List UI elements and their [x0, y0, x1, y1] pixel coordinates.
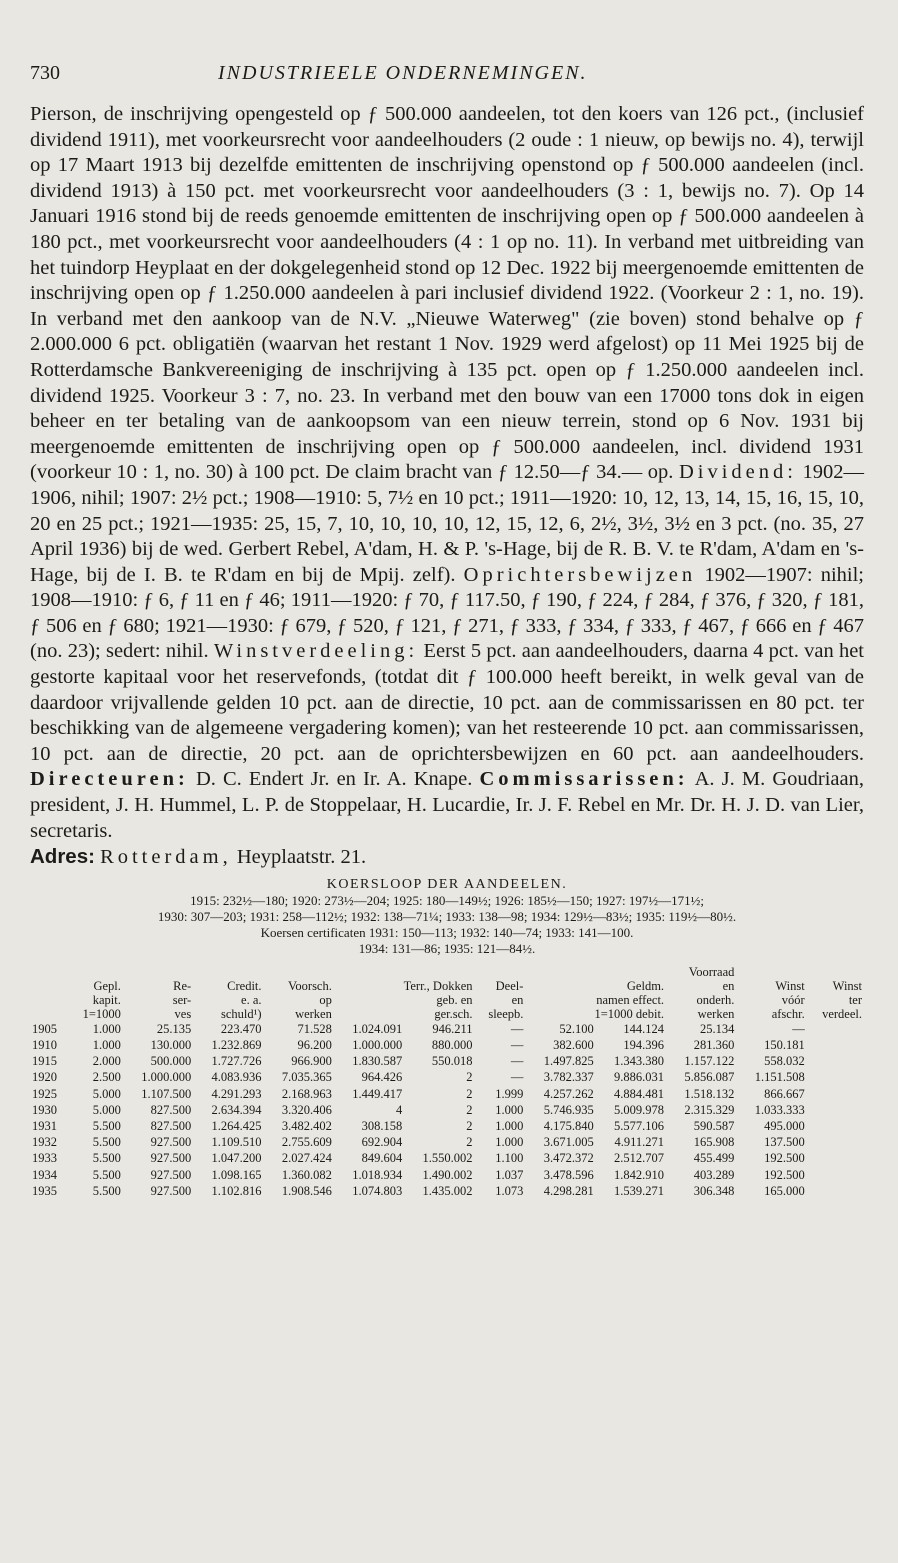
table-header-row: [30, 979, 864, 993]
table-cell: 2.168.963: [281, 1086, 332, 1101]
adres-city: Rotterdam,: [100, 846, 232, 869]
header-cell: [807, 965, 864, 979]
header-cell: onderh.: [696, 992, 735, 1007]
table-cell: 1.000.000: [141, 1070, 192, 1085]
table-cell: —: [510, 1054, 524, 1069]
table-cell: 2.500: [92, 1070, 121, 1085]
table-cell: 5.500: [92, 1183, 121, 1198]
table-cell: 165.908: [693, 1135, 735, 1150]
winst-text: Eerst 5 pct. aan aandeelhouders, daarna 4 pct. van het gestorte kapitaal voor het reservefonds, (totdat dit ƒ 100.000 heeft bereikt, in welk geval van de daardoor vrijvallende gelden 10 pct. aan de directie, 10 pct. aan de commissarissen en 80 pct. ter beschikking van de algemeene vergadering komen); van het resteerende 10 pct. aan commissarissen, 10 pct. aan de directie, 20 pct. aan de oprichtersbewijzen en 60 pct. aan aandeelhouders.: [30, 640, 864, 765]
table-cell: 1.518.132: [684, 1086, 735, 1101]
table-row: [30, 1134, 864, 1150]
running-head: INDUSTRIEELE ONDERNEMINGEN.: [218, 62, 588, 84]
header-cell: [334, 965, 475, 979]
table-cell: 1.842.910: [614, 1167, 665, 1182]
table-cell: 4.175.840: [543, 1119, 594, 1134]
header-cell: werken: [295, 1006, 332, 1021]
header-cell: [736, 965, 806, 979]
header-cell: ger.sch.: [434, 1006, 473, 1021]
table-cell: 927.500: [150, 1151, 192, 1166]
table-cell-year: 1925: [32, 1086, 57, 1101]
header-cell: werken: [697, 1006, 735, 1021]
table-cell: 1.490.002: [422, 1167, 473, 1182]
table-cell: 880.000: [431, 1038, 473, 1053]
table-cell: 403.289: [693, 1167, 735, 1182]
table-cell: 2.634.394: [211, 1102, 262, 1117]
table-cell: 2: [466, 1070, 473, 1085]
table-cell: 3.472.372: [543, 1151, 594, 1166]
directeuren-label: Directeuren:: [30, 768, 189, 791]
header-cell: Voorraad: [688, 964, 735, 979]
table-row: [30, 1021, 864, 1037]
header-cell: Re-: [173, 978, 192, 993]
table-row: [30, 1102, 864, 1118]
header-cell: en: [722, 978, 735, 993]
table-cell: 4.257.262: [543, 1086, 594, 1101]
header-cell: Voorsch.: [287, 978, 332, 993]
dividend-text: 1902—1906, nihil; 1907: 2½ pct.; 1908—1910: 5, 7½ en 10 pct.; 1911—1920: 10, 12, 13, 14, 15, 16, 15, 10, 20 en 25 pct.; 1921—1935: 25, 15, 7, 10, 10, 10, 10, 12, 15, 12, 6, 2½, 3½, 3½ en 3 pct. (no. 35, 27 April 1936) bij de wed. Gerbert Rebel, A'dam, H. & P. 's-Hage, bij de R. B. V. te R'dam, A'dam en 's-Hage, bij de I. B. te R'dam en bij de Mpij. zelf).: [30, 461, 865, 586]
header-cell: [30, 993, 68, 1007]
table-cell-year: 1931: [32, 1119, 57, 1134]
table-cell: 1.000: [495, 1102, 524, 1117]
table-cell: 194.396: [623, 1038, 665, 1053]
table-cell: 96.200: [297, 1038, 332, 1053]
table-cell: 165.000: [764, 1183, 805, 1198]
table-cell: 827.500: [150, 1102, 192, 1117]
page-header: [30, 62, 864, 102]
table-cell: 455.499: [693, 1151, 735, 1166]
table-cell: 1.908.546: [281, 1183, 332, 1198]
table-cell-year: 1905: [32, 1021, 57, 1036]
table-cell: 2: [466, 1119, 473, 1134]
table-cell: 5.000: [92, 1102, 121, 1117]
table-cell: 927.500: [150, 1167, 192, 1182]
table-cell-year: 1915: [32, 1054, 57, 1069]
table-cell: 382.600: [553, 1038, 594, 1053]
table-cell: 130.000: [150, 1038, 192, 1053]
table-cell: 192.500: [764, 1151, 805, 1166]
table-cell: 25.134: [700, 1021, 735, 1036]
table-cell: 5.500: [92, 1167, 121, 1182]
table-row: [30, 1167, 864, 1183]
header-cell: [475, 965, 526, 979]
table-cell-year: 1920: [32, 1070, 57, 1085]
dividend-label: Dividend:: [678, 461, 797, 484]
table-cell: 1.343.380: [614, 1054, 665, 1069]
table-cell: 866.667: [764, 1086, 805, 1101]
table-cell: 1.018.934: [352, 1167, 403, 1182]
table-cell: 1.264.425: [211, 1119, 262, 1134]
table-cell: 558.032: [764, 1054, 805, 1069]
header-cell: [30, 979, 68, 993]
table-cell-year: 1932: [32, 1135, 57, 1150]
oprichters-text: 1902—1907: nihil; 1908—1910: ƒ 6, ƒ 11 en ƒ 46; 1911—1920: ƒ 70, ƒ 117.50, ƒ 190, ƒ 224, ƒ 284, ƒ 376, ƒ 320, ƒ 181, ƒ 506 en ƒ 680; 1921—1930: ƒ 679, ƒ 520, ƒ 121, ƒ 271, ƒ 333, ƒ 334, ƒ 333, ƒ 467, ƒ 666 en ƒ 467 (no. 23); sedert: nihil.: [30, 563, 864, 663]
table-cell: 192.500: [764, 1167, 805, 1182]
table-cell: 306.348: [693, 1183, 735, 1198]
table-cell: 1.999: [495, 1086, 524, 1101]
table-row: [30, 1150, 864, 1166]
table-cell: 1.098.165: [211, 1167, 262, 1182]
oprichters-label: Oprichtersbewijzen: [463, 563, 697, 586]
table-cell: 281.360: [693, 1038, 735, 1053]
table-cell: 4.291.293: [211, 1086, 262, 1101]
koersloop-section: [30, 877, 864, 957]
table-cell: 1.047.200: [211, 1151, 262, 1166]
table-cell: 1.727.726: [211, 1054, 262, 1069]
koersloop-line: 1930: 307—203; 1931: 258—112½; 1932: 138—71¼; 1933: 138—98; 1934: 129½—83½; 1935: 119½—80½.: [157, 908, 737, 924]
table-cell: 1.232.869: [211, 1038, 262, 1053]
table-cell: 2: [466, 1086, 473, 1101]
table-cell: 3.478.596: [543, 1167, 594, 1182]
adres-street: Heyplaatstr. 21.: [236, 846, 367, 869]
table-header-row: [30, 965, 864, 979]
page-number: 730: [30, 62, 60, 84]
table-cell: 3.482.402: [281, 1119, 332, 1134]
table-cell: 1.360.082: [281, 1167, 332, 1182]
table-cell: 3.671.005: [543, 1135, 594, 1150]
table-cell: 1.000: [92, 1021, 121, 1036]
table-cell: 1.449.417: [352, 1086, 403, 1101]
table-cell: 9.886.031: [614, 1070, 665, 1085]
header-cell: schuld¹): [220, 1006, 262, 1021]
table-cell: 1.000.000: [352, 1038, 403, 1053]
table-cell: —: [792, 1021, 805, 1036]
table-cell: 5.000: [92, 1086, 121, 1101]
table-cell: 3.320.406: [281, 1102, 332, 1117]
table-cell: 4.884.481: [614, 1086, 665, 1101]
table-cell: 1.100: [495, 1151, 524, 1166]
adres-label: Adres:: [30, 845, 95, 869]
table-cell: 52.100: [559, 1021, 594, 1036]
table-cell: 25.135: [156, 1021, 192, 1036]
table-cell: 964.426: [361, 1070, 403, 1085]
table-row: [30, 1069, 864, 1085]
header-cell: [193, 965, 263, 979]
header-cell: kapit.: [92, 992, 121, 1007]
table-cell: 1.109.510: [211, 1135, 262, 1150]
table-cell: 1.550.002: [422, 1151, 473, 1166]
header-cell: [30, 965, 68, 979]
table-cell: 2.315.329: [684, 1102, 735, 1117]
table-cell: 1.435.002: [422, 1183, 473, 1198]
table-cell: 495.000: [764, 1119, 805, 1134]
financial-table: [30, 965, 864, 1199]
table-cell: 2: [466, 1135, 473, 1150]
table-cell: 5.500: [92, 1151, 121, 1166]
table-cell: 5.746.935: [543, 1102, 594, 1117]
table-cell: 1.073: [495, 1183, 524, 1198]
header-cell: e. a.: [241, 992, 262, 1007]
header-cell: verdeel.: [822, 1006, 862, 1021]
directeuren-text: D. C. Endert Jr. en Ir. A. Knape.: [195, 768, 473, 791]
table-cell-year: 1934: [32, 1167, 57, 1182]
header-cell: Winst: [775, 978, 805, 993]
table-cell: 1.000: [495, 1135, 524, 1150]
table-cell: 827.500: [150, 1119, 192, 1134]
header-cell: ter: [848, 992, 862, 1007]
header-cell: ves: [174, 1006, 192, 1021]
table-cell: 692.904: [361, 1135, 403, 1150]
table-cell: 1.033.333: [754, 1102, 805, 1117]
header-cell: ser-: [172, 992, 192, 1007]
table-cell: 5.500: [92, 1135, 121, 1150]
header-cell: Winst: [832, 978, 862, 993]
table-cell: 1.151.508: [754, 1070, 805, 1085]
table-cell: 946.211: [432, 1021, 473, 1036]
table-cell: 150.181: [764, 1038, 805, 1053]
table-cell: 927.500: [150, 1183, 192, 1198]
table-cell: 1.000: [495, 1119, 524, 1134]
table-row: [30, 1053, 864, 1069]
table-cell: 4.911.271: [614, 1135, 665, 1150]
table-cell: 5.500: [92, 1119, 121, 1134]
table-cell: 2.027.424: [281, 1151, 332, 1166]
paragraph-emissions: [30, 102, 864, 844]
table-cell: 849.604: [361, 1151, 403, 1166]
emissions-text: Pierson, de inschrijving opengesteld op ƒ 500.000 aandeelen, tot den koers van 126 pct., (inclusief dividend 1911), met voorkeursrecht voor aandeelhouders (2 oude : 1 nieuw, op bewijs no. 4), terwijl op 17 Maart 1913 bij dezelfde emittenten de inschrijving openstond op ƒ 500.000 aandeelen (incl. dividend 1913) à 150 pct. met voorkeursrecht voor aandeelhouders (3 : 1, bewijs no. 7). Op 14 Januari 1916 stond bij de reeds genoemde emittenten de inschrijving open op ƒ 500.000 aandeelen à 180 pct., met voorkeursrecht voor aandeelhouders (4 : 1 op no. 11). In verband met uitbreiding van het tuindorp Heyplaat en der dokgelegenheid stond op 12 Dec. 1922 bij meergenoemde emittenten de inschrijving open op ƒ 1.250.000 aandeelen à pari inclusief dividend 1922. (Voorkeur 2 : 1, no. 19). In verband met den aankoop van de N.V. „Nieuwe Waterweg" (zie boven) stond behalve op ƒ 2.000.000 6 pct. obligatiën (waarvan het restant 1 Nov. 1929 werd afgelost) op 11 Mei 1925 bij de Rotterdamsche Bankvereeniging de inschrijving à 135 pct. open op ƒ 1.250.000 aandeelen incl. dividend 1925. Voorkeur 3 : 7, no. 23. In verband met den bouw van een 17000 tons dok in eigen beheer en ter betaling van de aankoopsom van een nieuw terrein, stond op 6 Nov. 1931 bij meergenoemde emittenten de inschrijving open op ƒ 500.000 aandeelen, incl. dividend 1931 (voorkeur 10 : 1, no. 30) à 100 pct. De claim bracht van ƒ 12.50—ƒ 34.— op.: [30, 103, 864, 484]
table-cell-year: 1935: [32, 1183, 57, 1198]
table-cell: —: [510, 1070, 524, 1085]
header-cell: Credit.: [227, 978, 262, 993]
table-row: [30, 1037, 864, 1053]
header-cell: en: [511, 992, 524, 1007]
paragraph-adres: [30, 844, 864, 871]
table-cell: 137.500: [764, 1135, 805, 1150]
table-cell: 1.830.587: [352, 1054, 403, 1069]
koersloop-line: Koersen certificaten 1931: 150—113; 1932: 140—74; 1933: 141—100.: [260, 924, 634, 940]
header-cell: [525, 965, 666, 979]
header-cell: afschr.: [771, 1006, 805, 1021]
table-cell: —: [510, 1038, 524, 1053]
table-cell: 308.158: [361, 1119, 403, 1134]
header-cell: vóór: [781, 992, 805, 1007]
header-cell: [264, 965, 334, 979]
body-text: [30, 102, 864, 871]
header-cell: op: [319, 992, 332, 1007]
table-cell: 1.107.500: [141, 1086, 192, 1101]
table-cell: 2.000: [92, 1054, 121, 1069]
winst-label: Winstverdeeling:: [213, 640, 419, 663]
header-cell: [68, 965, 123, 979]
header-cell: 1=1000 debit.: [594, 1006, 665, 1021]
commissarissen-text: A. J. M. Goudriaan, president, J. H. Hummel, L. P. de Stoppelaar, H. Lucardie, Ir. J. F. Rebel en Mr. Dr. H. J. D. van Lier, secretaris.: [30, 768, 865, 842]
table-cell: 5.009.978: [614, 1102, 665, 1117]
table-cell: 2.512.707: [614, 1151, 665, 1166]
table-cell: 7.035.365: [281, 1070, 332, 1085]
header-cell: Gepl.: [93, 978, 121, 993]
header-cell: 1=1000: [82, 1006, 121, 1021]
header-cell: Geldm.: [626, 978, 665, 993]
table-cell: 4: [395, 1102, 403, 1117]
table-cell: 3.782.337: [543, 1070, 594, 1085]
header-cell: sleepb.: [488, 1006, 524, 1021]
table-body: [30, 1021, 864, 1199]
table-cell: 1.539.271: [614, 1183, 665, 1198]
table-cell: —: [510, 1021, 524, 1036]
header-cell: [123, 965, 193, 979]
koersloop-line: 1934: 131—86; 1935: 121—84½.: [358, 940, 536, 956]
table-cell: 223.470: [220, 1021, 262, 1036]
table-cell: 5.577.106: [614, 1119, 665, 1134]
table-cell: 144.124: [623, 1021, 665, 1036]
table-cell: 2: [466, 1102, 473, 1117]
table-row: [30, 1118, 864, 1134]
koersloop-title: KOERSLOOP DER AANDEELEN.: [326, 876, 568, 892]
table-cell: 1.037: [495, 1167, 524, 1182]
commissarissen-label: Commissarissen:: [479, 768, 689, 791]
header-cell: Deel-: [495, 978, 524, 993]
table-cell: 5.856.087: [684, 1070, 735, 1085]
table-cell: 1.000: [92, 1038, 121, 1053]
header-cell: Terr., Dokken: [403, 978, 473, 993]
table-cell: 966.900: [291, 1054, 332, 1069]
table-cell-year: 1933: [32, 1151, 57, 1166]
table-cell: 500.000: [150, 1054, 192, 1069]
table-cell-year: 1910: [32, 1038, 57, 1053]
table-cell-year: 1930: [32, 1102, 57, 1117]
table-row: [30, 1183, 864, 1199]
table-cell: 1.024.091: [352, 1021, 403, 1036]
table-cell: 1.074.803: [352, 1183, 403, 1198]
header-cell: [30, 1007, 68, 1021]
table-cell: 550.018: [431, 1054, 473, 1069]
table-cell: 1.157.122: [684, 1054, 735, 1069]
header-cell: geb. en: [436, 992, 473, 1007]
table-cell: 1.102.816: [211, 1183, 262, 1198]
koersloop-line: 1915: 232½—180; 1920: 273½—204; 1925: 180—149½; 1926: 185½—150; 1927: 197½—171½;: [190, 892, 704, 908]
table-header-row: [30, 1007, 864, 1021]
table-cell: 1.497.825: [543, 1054, 594, 1069]
table-header-row: [30, 993, 864, 1007]
table-cell: 71.528: [297, 1021, 332, 1036]
table-cell: 2.755.609: [281, 1135, 332, 1150]
table-cell: 590.587: [693, 1119, 735, 1134]
table-cell: 4.083.936: [211, 1070, 262, 1085]
table-row: [30, 1086, 864, 1102]
table-cell: 927.500: [150, 1135, 192, 1150]
header-cell: namen effect.: [596, 992, 665, 1007]
table-cell: 4.298.281: [543, 1183, 594, 1198]
